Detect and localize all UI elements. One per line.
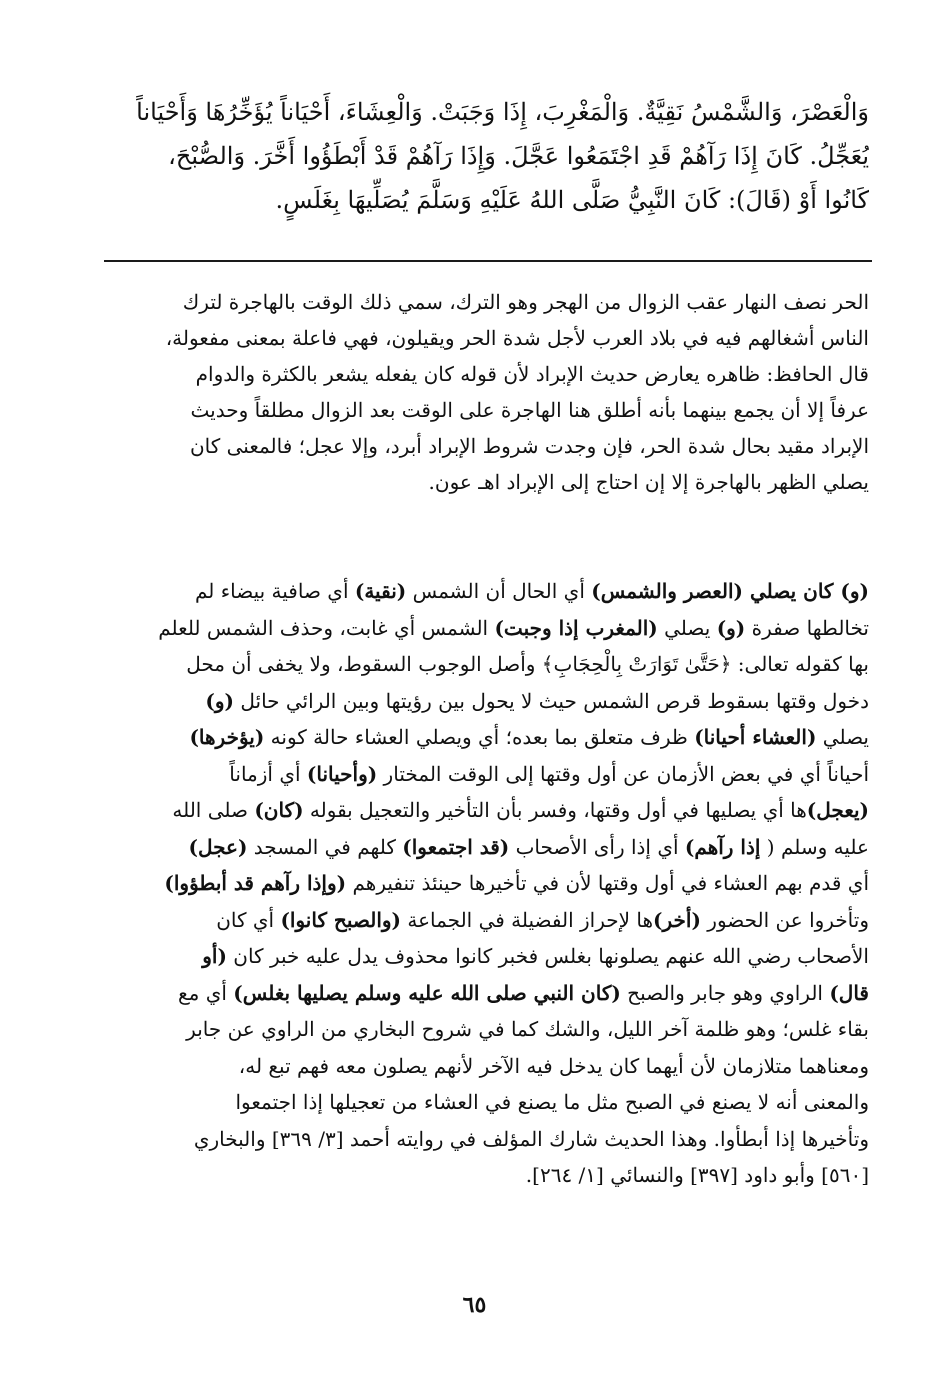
text-segment: (والصبح كانوا)	[280, 907, 401, 932]
text-segment: دخول وقتها بسقوط قرص الشمس حيث لا يحول بين رؤيتها وبين الرائي حائل	[234, 688, 869, 713]
text-segment: أي أزماناً	[229, 761, 307, 786]
commentary-line	[104, 1231, 869, 1265]
footnote-line	[104, 429, 869, 463]
text-segment: قال الحافظ: ظاهره يعارض حديث الإبراد لأن قوله كان يفعله يشعر بالكثرة والدوام	[195, 362, 869, 386]
page-number: ٦٥	[462, 1292, 487, 1318]
text-segment: ظرف متعلق بما بعده؛ أي ويصلي العشاء حالة كونه	[264, 725, 695, 749]
text-segment: (و) كان يصلي	[743, 579, 869, 603]
commentary-line	[104, 903, 869, 937]
commentary-line	[104, 939, 869, 973]
commentary-line	[104, 574, 869, 608]
text-segment: الناس أشغالهم فيه في بلاد العرب لأجل شدة الحر ويقيلون، فهي فاعلة بمعنى مفعولة،	[165, 326, 869, 350]
text-segment: الحر نصف النهار عقب الزوال من الهجر وهو الترك، سمي ذلك الوقت بالهاجرة لترك	[182, 290, 869, 314]
text-segment: قال)	[829, 980, 869, 1005]
text-segment: الراوي وهو جابر والصبح	[620, 980, 830, 1005]
text-segment: (المغرب إذا وجبت)	[494, 615, 658, 640]
text-segment: أحياناً أي في بعض الأزمان عن أول وقتها إلى الوقت المختار	[377, 761, 869, 786]
commentary-line	[104, 866, 869, 900]
text-segment: يُعَجِّلُ. كَانَ إِذَا رَآهُمْ قَدِ اجْتَمَعُوا عَجَّلَ. وَإِذَا رَآهُمْ قَدْ أَبْطَؤُوا أَخَّرَ. وَالصُّبْحَ،	[168, 142, 869, 170]
text-segment: الإبراد مقيد بحال شدة الحر، فإن وجدت شروط الإبراد أبرد، وإلا عجل؛ فالمعنى كان	[189, 434, 869, 458]
commentary-line	[104, 1195, 869, 1229]
footnote-line	[104, 321, 869, 355]
text-segment: عرفاً إلا أن يجمع بينهما بأنه أطلق هنا الهاجرة على الوقت بعد الزوال مطلقاً وحديث	[190, 398, 869, 422]
text-segment: يصلي	[657, 615, 717, 640]
text-segment: ومعناهما متلازمان لأن أيهما كان يدخل فيه الآخر لأنهم يصلون معه فهم تبع له،	[238, 1053, 869, 1078]
text-segment: يصلي	[816, 725, 869, 749]
text-segment: وتأخروا عن الحضور	[700, 907, 869, 932]
text-segment: وَالْعَصْرَ، وَالشَّمْسُ نَقِيَّةٌ. وَالْمَغْرِبَ، إِذَا وَجَبَتْ. وَالْعِشَاءَ، أَحْيَاناً يُؤَخِّرُهَا وَأَحْيَاناً	[136, 98, 869, 126]
text-segment: والمعنى أنه لا يصنع في الصبح مثل ما يصنع في العشاء من تعجيلها إذا اجتمعوا	[235, 1090, 869, 1114]
commentary-line	[104, 830, 869, 864]
commentary-line	[104, 647, 869, 681]
commentary-line	[104, 1049, 869, 1083]
text-segment: (العشاء أحيانا)	[694, 725, 817, 749]
text-segment: أي الحال أن الشمس	[406, 579, 592, 603]
commentary-line	[104, 793, 869, 827]
text-segment: (كان)	[254, 798, 304, 822]
commentary-line	[104, 1158, 869, 1192]
text-segment: وتأخيرها إذا أبطأوا. وهذا الحديث شارك المؤلف في روايته أحمد [٣/ ٣٦٩] والبخاري	[193, 1126, 869, 1151]
text-segment: (أخر)	[653, 907, 701, 932]
text-segment: الأصحاب رضي الله عنهم يصلونها بغلس فخبر كانوا محذوف يدل عليه خبر كان	[226, 944, 869, 968]
text-segment: أي صافية بيضاء لم	[194, 579, 355, 603]
text-segment: أي قدم بهم العشاء في أول وقتها لأن في تأخيرها حينئذ تنفيرهم	[346, 871, 869, 895]
text-segment: (يعجل)	[806, 798, 869, 822]
text-segment: كلهم في المسجد	[247, 834, 403, 859]
text-segment: [٥٦٠] وأبو داود [٣٩٧] والنسائي [١/ ٢٦٤].	[525, 1163, 869, 1187]
commentary-line	[104, 757, 869, 791]
footnote-line	[104, 357, 869, 391]
commentary-line	[104, 976, 869, 1010]
commentary-line	[104, 720, 869, 754]
text-segment: (وإذا رآهم قد أبطؤوا)	[164, 871, 347, 895]
text-segment: (وأحيانا)	[306, 761, 378, 786]
text-segment: (كان النبي صلى الله عليه وسلم يصليها بغلس)	[233, 980, 621, 1005]
text-segment: كَانُوا أَوْ (قَالَ): كَانَ النَّبِيُّ صَلَّى اللهُ عَلَيْهِ وَسَلَّمَ يُصَلِّيهَا بِغَلَسٍ.	[275, 186, 869, 214]
text-segment: ها لإحراز الفضيلة في الجماعة	[401, 907, 654, 932]
hadith-line	[104, 134, 869, 178]
commentary-line	[104, 611, 869, 645]
footnote-line	[104, 465, 869, 499]
text-segment: (قد اجتمعوا)	[402, 834, 510, 859]
footnote-separator	[104, 260, 872, 262]
text-segment: الشمس أي غابت، وحذف الشمس للعلم	[158, 615, 495, 640]
text-segment: (نقية)	[354, 579, 407, 603]
text-segment: (يؤخرها)	[189, 725, 265, 749]
text-segment: (و)	[205, 688, 234, 713]
text-segment: إذا رآهم)	[684, 834, 761, 859]
text-segment: أي إذا رأى الأصحاب	[509, 834, 685, 859]
text-segment: تخالطها صفرة	[745, 615, 869, 640]
commentary-line	[104, 1122, 869, 1156]
text-segment: (العصر والشمس)	[591, 579, 744, 603]
hadith-line	[104, 178, 869, 222]
text-segment: بقاء غلس؛ وهو ظلمة آخر الليل، والشك كما في شروح البخاري من الراوي عن جابر	[186, 1017, 869, 1041]
hadith-line	[104, 90, 869, 134]
text-segment: بها كقوله تعالى: ﴿حَتَّىٰ تَوَارَتْ بِالْحِجَابِ﴾ وأصل الوجوب السقوط، ولا يخفى أن محل	[186, 652, 869, 676]
text-segment: أي كان	[216, 907, 281, 932]
text-segment: ها أي يصليها في أول وقتها، وفسر بأن التأخير والتعجيل بقوله	[303, 798, 807, 822]
commentary-line	[104, 1012, 869, 1046]
footnote-line	[104, 285, 869, 319]
commentary-line	[104, 684, 869, 718]
text-segment: (أو	[202, 944, 227, 968]
text-segment: أي مع	[178, 980, 234, 1005]
text-segment: يصلي الظهر بالهاجرة إلا إن احتاج إلى الإبراد اهـ عون.	[428, 470, 869, 494]
text-segment: عليه وسلم (	[760, 834, 869, 859]
footnote-line	[104, 393, 869, 427]
text-segment: (عجل)	[188, 834, 248, 859]
text-segment: صلى الله	[172, 798, 255, 822]
commentary-line	[104, 1085, 869, 1119]
text-segment: (و)	[716, 615, 746, 640]
